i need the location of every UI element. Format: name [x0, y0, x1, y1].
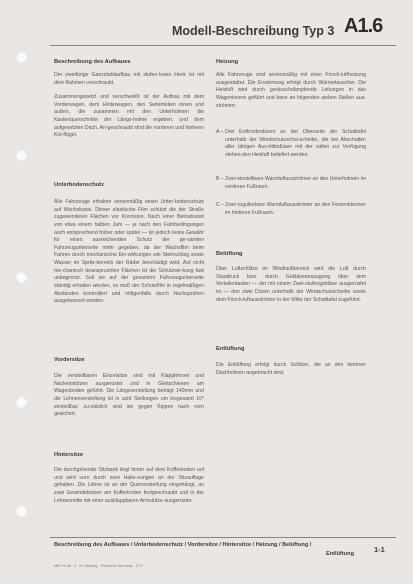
page-number: 1-1 [374, 545, 385, 554]
punch-hole-1 [16, 52, 27, 63]
list-item-label: A – [216, 129, 224, 135]
heading-unterbodenschutz: Unterbodenschutz [54, 182, 104, 188]
list-item-text: Zwei regulierbare Warmluftausströmer an den Fersenblechen im hinteren Fußraum. [225, 202, 366, 216]
footer-line-2: Entlüftung [326, 550, 354, 557]
footer-contents [54, 541, 354, 558]
heading-aufbau: Beschreibung des Aufbaues [54, 59, 131, 65]
list-item-c [216, 202, 366, 220]
print-info: MB.7/4.08 · 4 · N. Hacking · Printed in Germany · 3.71 [54, 564, 143, 568]
header-rule [50, 45, 396, 46]
section-code: A1.6 [344, 15, 383, 37]
paragraph-aufbau-1: Der zweitürige Ganzstahlaufbau mit stufen-losen Heck ist mit dem Rahmen verschraubt. [54, 72, 204, 86]
punch-hole-2 [16, 150, 27, 161]
paragraph-hintersitze: Die durchgehende Sitzbank liegt hinter auf dem Kofferboden auf und wird vorn durch zwei Halte-zungen an der Sitzauflage gehalten. Die Lehne ist an der Querversteifung eingehängt, an zwei Gewindebolzen am Kofferboden festgeschraubt und in der Lehnenmitte mit einer ausklappbaren Armstütze ausgerüstet. [54, 467, 204, 504]
list-item-a [216, 129, 366, 169]
list-item-text: Zwei einstellbare Warmluftausströmer an den Unterholmen im vorderen Fußraum. [225, 176, 366, 190]
punch-hole-4 [16, 397, 27, 408]
paragraph-belueftung: Über Luftschlitze im Windlaufbereich wird die Luft durch Staudruck bzw. durch Gebläseansaugung über dem Verteilerkasten — der mit einem Zwei-stufengebläse ausgerüstet ist — den zwei Düsen unterhalb der Windschutzscheibe sowie dem Frisch-luftausströmer in der Mitte der Schalttafel zugeführt. [216, 266, 366, 303]
list-item-label: C – [216, 202, 224, 208]
paragraph-vordersitze: Die verstellbaren Einzelsitze sind mit Klapplehnen und Nackenstützen ausgerüstet und in Gleitschienen am Wagenboden geführt. Die Längsverstellung beträgt 140mm und die Lehnenverstellung ist in acht Stellungen um insgesamt 10° einstellbar, zu-sätzlich sind sie gegen Kippen nach vorn gesichert. [54, 373, 204, 418]
list-item-b [216, 176, 366, 194]
footer-line-1: Beschreibung des Aufbaues / Unterbodenschutz / Vordersitze / Hintersitze / Heizung / Belüftung / [54, 542, 312, 548]
paragraph-unterbodenschutz: Alle Fahrzeuge erhalten serienmäßig einen Unter-bodenschutz auf Wachsbasis. Dieser elastische Film schützt die der Straße zugewendeten Flächen vor Korrosion. Nach einer Betriebszeit von etwa einem halben Jahr — je nach den Fahrbedingungen auch entsprechend früher oder später — ist jedoch keine Gewähr für einen ausreichenden Schutz der ge-samten Fahrzeugunterseite mehr gegeben, da der Wachsfilm beim Fahren durch mechanische Ein-wirkungen wie Steinschlag sowie Wasser im Spritz-bereich der Räder beschädigt wird. Auf nicht me-chanisch beanspruchten Flächen ist die Schutzwir-kung fast unbegrenzt. Soll sie auf der gesamten Fahrzeugunterseite ständig erhalten werden, so muß der Schutzfilm in regelmäßigen Abständen kontrolliert und nötigenfalls durch Nachsprühen ausgebessert werden. [54, 199, 204, 305]
paragraph-heizung: Alle Fahrzeuge sind serienmäßig mit einer Frisch-luftheizung ausgestattet. Die Erwärmung erfolgt durch Wärmetauscher. Die Heizluft wird durch geräuschdämpfende Leitungen in das Wageninnere geführt und kann an folgenden sieben Stellen aus-strömen: [216, 72, 366, 109]
heading-belueftung: Belüftung [216, 251, 243, 257]
heading-heizung: Heizung [216, 59, 239, 65]
list-item-text: Drei Entfrosterdüsen an der Oberseite der Schalttafel unterhalb der Windschutzschei-scheibe, die bei Abschalten aller übrigen Aus-trittsdüsen mit der vollen zur Verfügung stehen-den Heizluft beliefert werden. [225, 129, 366, 158]
punch-hole-3 [16, 272, 27, 283]
paragraph-entlueftung: Die Entlüftung erfolgt durch Schlitze, die an den hinteren Dachholmen angebracht sind. [216, 362, 366, 376]
punch-hole-5 [16, 506, 27, 517]
heading-hintersitze: Hintersitze [54, 452, 84, 458]
page-title: Modell-Beschreibung Typ 3 [172, 24, 335, 38]
list-item-label: B – [216, 176, 224, 182]
heading-vordersitze: Vordersitze [54, 357, 85, 363]
heading-entlueftung: Entlüftung [216, 346, 245, 352]
footer-rule [50, 537, 396, 538]
paragraph-aufbau-2: Zusammengesetzt und verschweißt ist der Aufbau mit dem Vorderwagen, dem Hinterwagen, den Seitenteilen innen und außen, die zusammen mit den Unterholmen die Kastenquerschnitte der Längs-holme ergeben, und dem aufgesetzten Dach. An-geschraubt sind die vorderen und hinteren Kot-flügel. [54, 94, 204, 139]
